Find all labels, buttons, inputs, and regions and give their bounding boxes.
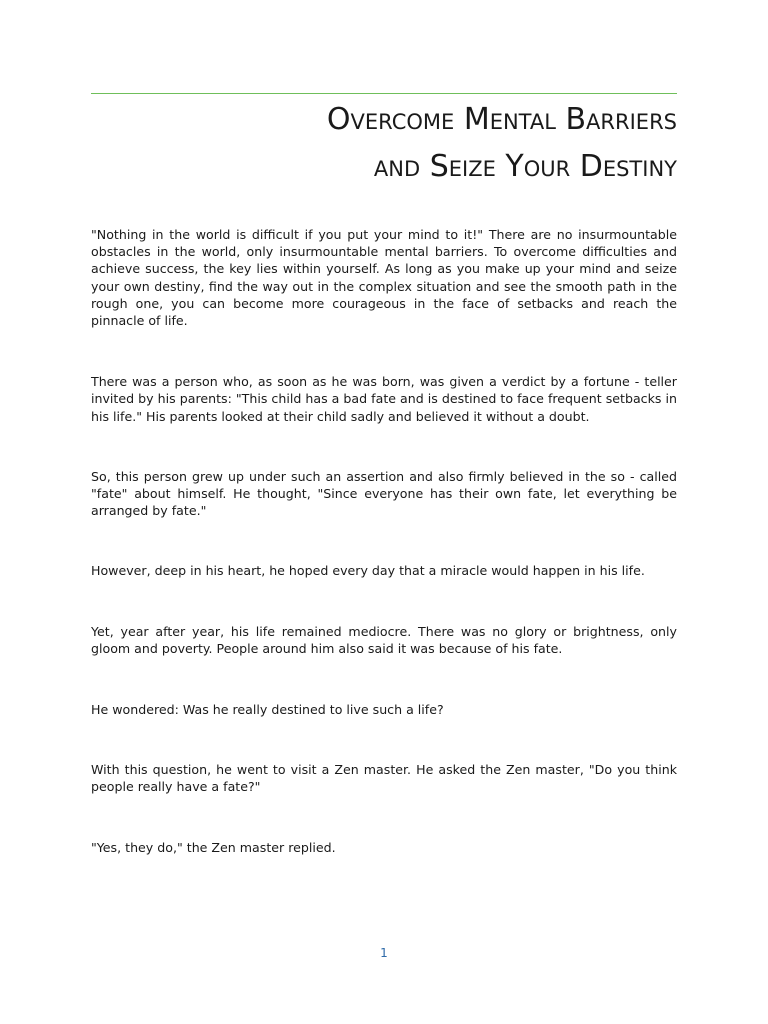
paragraph: There was a person who, as soon as he was born, was given a verdict by a fortune - teller invited by his parents: "This child has a bad fate and is destined to face frequent setbacks in his life." His parents looked at their child sadly and believed it without a doubt. — [91, 374, 677, 424]
paragraph: With this question, he went to visit a Zen master. He asked the Zen master, "Do you think people really have a fate?" — [91, 762, 677, 795]
paragraph: However, deep in his heart, he hoped every day that a miracle would happen in his life. — [91, 563, 645, 579]
body-text — [91, 226, 677, 856]
paragraph: So, this person grew up under such an assertion and also firmly believed in the so - called "fate" about himself. He thought, "Since everyone has their own fate, let everything be arranged by fate." — [91, 468, 677, 519]
paragraph: "Yes, they do," the Zen master replied. — [91, 839, 336, 855]
paragraph: "Nothing in the world is difficult if you put your mind to it!" There are no insurmountable obstacles in the world, only insurmountable mental barriers. To overcome difficulties and achieve success, the key lies within yourself. As long as you make up your mind and seize your own destiny, find the way out in the complex situation and see the smooth path in the rough one, you can become more courageous in the face of setbacks and reach the pinnacle of life. — [91, 227, 677, 329]
paragraph: He wondered: Was he really destined to live such a life? — [91, 702, 444, 718]
title-line-2: and Seize Your Destiny — [373, 149, 677, 184]
title-line-1: Overcome Mental Barriers — [326, 102, 677, 137]
page-number: 1 — [380, 946, 388, 960]
page-title — [91, 96, 677, 190]
paragraph: Yet, year after year, his life remained mediocre. There was no glory or brightness, only gloom and poverty. People around him also said it was because of his fate. — [91, 623, 677, 656]
header-rule — [91, 93, 677, 94]
